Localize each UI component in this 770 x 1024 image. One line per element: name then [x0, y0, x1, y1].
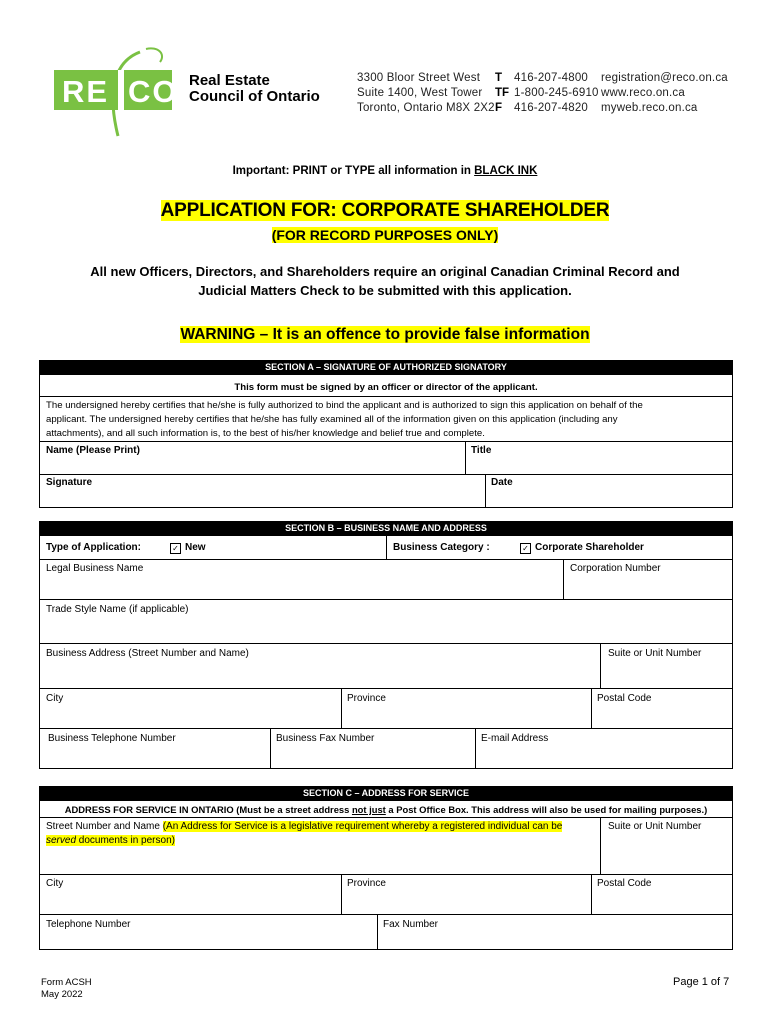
- contact-label: T: [495, 72, 503, 84]
- section-c-heading: SECTION C – ADDRESS FOR SERVICE: [39, 786, 733, 800]
- email-link[interactable]: registration@reco.on.ca: [601, 72, 728, 84]
- type-new-option[interactable]: [170, 541, 206, 554]
- section-a-heading: SECTION A – SIGNATURE OF AUTHORIZED SIGNATORY: [39, 360, 733, 374]
- form-subtitle-text: (FOR RECORD PURPOSES ONLY): [271, 227, 499, 243]
- checkbox-new[interactable]: ✓: [170, 543, 181, 554]
- important-prefix: Important: PRINT or TYPE all information in: [232, 165, 475, 177]
- certification-text: [46, 399, 730, 441]
- important-emph: BLACK INK: [474, 165, 538, 177]
- cert-line: The undersigned hereby certifies that he/she is fully authorized to bind the applicant and is authorized to sign this application on behalf of the: [46, 400, 643, 411]
- org-name: [189, 73, 320, 105]
- notice-line: All new Officers, Directors, and Shareholders require an original Canadian Criminal Record and: [90, 264, 680, 279]
- org-name-line1: Real Estate: [189, 72, 270, 89]
- trade-style-name-field[interactable]: Trade Style Name (if applicable): [46, 604, 189, 615]
- cert-line: applicant. The undersigned hereby certifies that he/she has fully examined all of the information given on this application (including any: [46, 414, 618, 425]
- business-postal-code-field[interactable]: Postal Code: [597, 693, 652, 704]
- business-suite-field[interactable]: Suite or Unit Number: [608, 648, 702, 659]
- service-street-field[interactable]: [46, 820, 594, 848]
- type-new-label: New: [185, 542, 206, 553]
- form-title: [0, 200, 770, 222]
- checkbox-corporate-shareholder[interactable]: ✓: [520, 543, 531, 554]
- service-province-field[interactable]: Province: [347, 878, 386, 889]
- name-field[interactable]: Name (Please Print): [46, 445, 140, 456]
- corporation-number-field[interactable]: Corporation Number: [570, 563, 661, 574]
- signature-field[interactable]: Signature: [46, 477, 93, 488]
- notice-line: Judicial Matters Check to be submitted with this application.: [198, 283, 572, 298]
- business-address-field[interactable]: Business Address (Street Number and Name): [46, 648, 249, 659]
- warning-banner: [0, 326, 770, 344]
- category-corporate-option[interactable]: [520, 541, 644, 554]
- street-note-rest: documents in person): [76, 835, 175, 846]
- phone-number: 416-207-4820: [514, 102, 589, 114]
- form-date: May 2022: [41, 989, 83, 1000]
- business-city-field[interactable]: City: [46, 693, 64, 704]
- type-of-application-label: Type of Application:: [46, 542, 141, 553]
- phone-number: 1-800-245-6910: [514, 87, 599, 99]
- address-line: Toronto, Ontario M8X 2X2: [357, 102, 495, 114]
- business-telephone-field[interactable]: Business Telephone Number: [48, 733, 176, 744]
- sub-emph: not just: [351, 804, 386, 815]
- form-code: Form ACSH: [41, 977, 92, 988]
- criminal-check-notice: [0, 262, 770, 300]
- street-note: (An Address for Service is a legislative requirement whereby a registered individual can be: [162, 821, 563, 832]
- cert-line: attachments), and all such information is, to the best of his/her knowledge and belief true and complete.: [46, 428, 485, 439]
- form-id: [41, 977, 92, 1001]
- service-city-field[interactable]: City: [46, 878, 64, 889]
- logo-text-co: CO: [128, 74, 179, 109]
- form-title-text: APPLICATION FOR: CORPORATE SHAREHOLDER: [160, 200, 610, 221]
- business-category-label: Business Category :: [393, 542, 490, 553]
- title-field[interactable]: Title: [471, 445, 492, 456]
- contact-label: TF: [495, 87, 510, 99]
- warning-text: WARNING – It is an offence to provide false information: [180, 326, 590, 343]
- web-contacts: [601, 71, 728, 116]
- service-suite-field[interactable]: Suite or Unit Number: [608, 821, 702, 832]
- logo-text-re: RE: [62, 74, 110, 109]
- street-note-italic: served: [46, 835, 77, 846]
- business-fax-field[interactable]: Business Fax Number: [276, 733, 375, 744]
- business-email-field[interactable]: E-mail Address: [481, 733, 549, 744]
- form-subtitle: [0, 227, 770, 243]
- important-instruction: [0, 165, 770, 177]
- section-c-subheading: [39, 803, 733, 816]
- phone-number: 416-207-4800: [514, 72, 589, 84]
- address-line: Suite 1400, West Tower: [357, 87, 483, 99]
- org-name-line2: Council of Ontario: [189, 88, 320, 105]
- contact-label: F: [495, 102, 503, 114]
- reco-logo: [48, 44, 183, 139]
- service-postal-code-field[interactable]: Postal Code: [597, 878, 652, 889]
- org-address: [357, 71, 495, 116]
- sub-prefix: ADDRESS FOR SERVICE IN ONTARIO (Must be a street address: [64, 804, 352, 815]
- website-link[interactable]: www.reco.on.ca: [601, 87, 685, 99]
- section-a-subheading: This form must be signed by an officer or director of the applicant.: [234, 382, 538, 393]
- sub-suffix: a Post Office Box. This address will also be used for mailing purposes.): [385, 804, 708, 815]
- legal-business-name-field[interactable]: Legal Business Name: [46, 563, 144, 574]
- category-value-label: Corporate Shareholder: [535, 542, 644, 553]
- business-province-field[interactable]: Province: [347, 693, 386, 704]
- street-label: Street Number and Name: [46, 821, 163, 832]
- service-telephone-field[interactable]: Telephone Number: [46, 919, 131, 930]
- contact-labels: [495, 71, 509, 116]
- page-number: Page 1 of 7: [673, 976, 730, 988]
- phone-numbers: [514, 71, 599, 116]
- section-b-heading: SECTION B – BUSINESS NAME AND ADDRESS: [39, 521, 733, 535]
- date-field[interactable]: Date: [491, 477, 513, 488]
- address-line: 3300 Bloor Street West: [357, 72, 481, 84]
- service-fax-field[interactable]: Fax Number: [383, 919, 439, 930]
- portal-link[interactable]: myweb.reco.on.ca: [601, 102, 698, 114]
